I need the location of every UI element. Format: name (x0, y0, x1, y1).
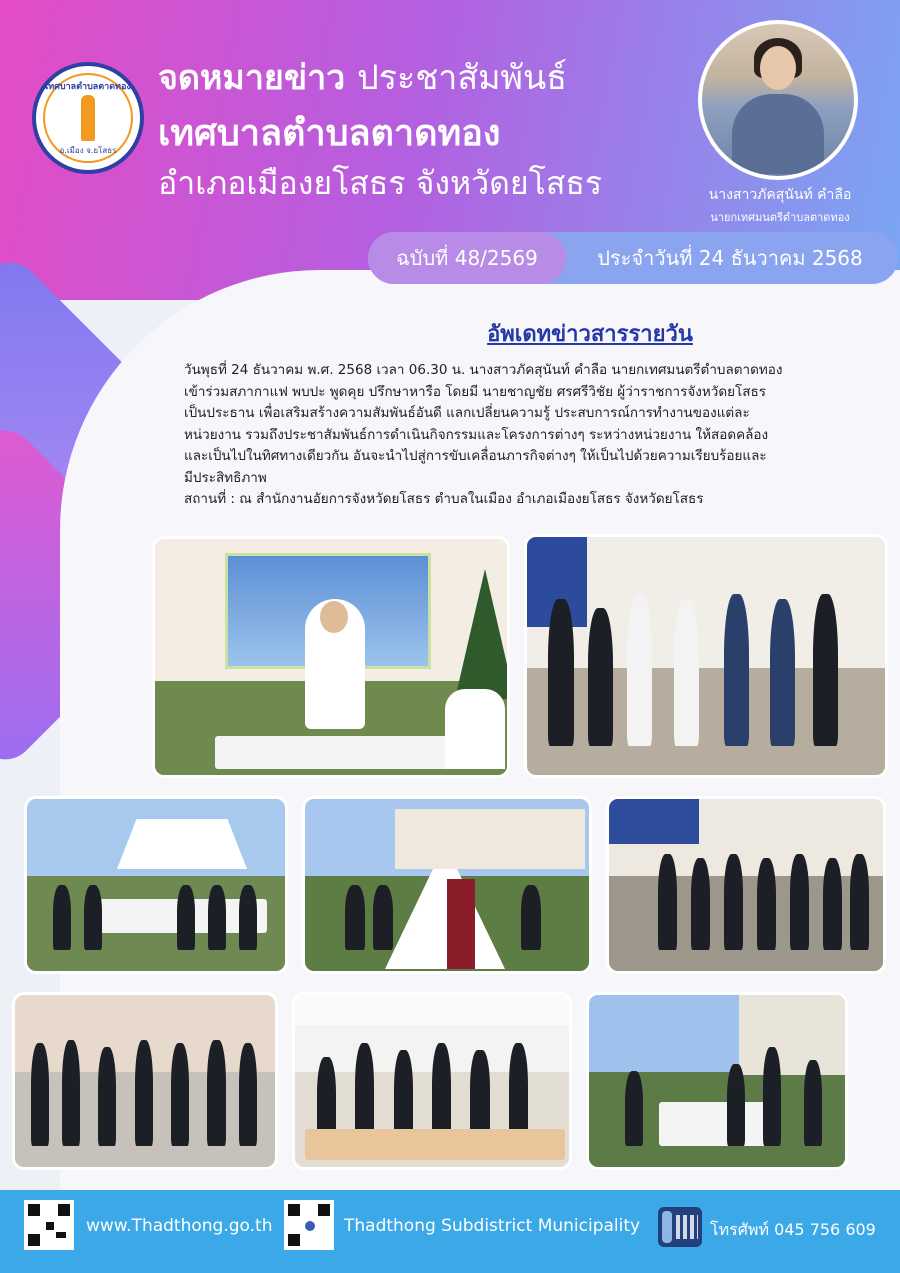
mayor-title: นายกเทศมนตรีตำบลตาดทอง (710, 211, 850, 224)
event-photo (586, 992, 848, 1170)
article-line: เข้าร่วมสภากาแฟ พบปะ พูดคุย ปรึกษาหารือ โดยมี นายชาญชัย ศรศรีวิชัย ผู้ว่าราชการจังหวัดยโสธร (184, 383, 767, 400)
facebook-page-link[interactable]: Thadthong Subdistrict Municipality (344, 1216, 641, 1236)
article-body (184, 360, 874, 511)
article-line: มีประสิทธิภาพ (184, 469, 267, 486)
mayor-name: นางสาวภัคสุนันท์ คำลือ (708, 187, 852, 203)
newsletter-title-light: ประชาสัมพันธ์ (357, 58, 567, 98)
article-line: เป็นประธาน เพื่อเสริมสร้างความสัมพันธ์อันดี แลกเปลี่ยนความรู้ ประสบการณ์การทำงานของแต่ละ (184, 405, 750, 421)
portrait-head (760, 46, 796, 90)
article-line: และเป็นไปในทิศทางเดียวกัน อันจะนำไปสู่การขับเคลื่อนภารกิจต่างๆ ให้เป็นไปด้วยความเรียบร้อยและ (184, 448, 767, 464)
district-name: อำเภอเมืองยโสธร จังหวัดยโสธร (158, 164, 603, 202)
article-line: หน่วยงาน รวมถึงประชาสัมพันธ์การดำเนินกิจกรรมและโครงการต่างๆ ระหว่างหน่วยงาน ให้สอดคล้อง (184, 426, 769, 443)
issue-number: ฉบับที่ 48/2569 (368, 232, 566, 284)
issue-date: ประจำวันที่ 24 ธันวาคม 2568 (597, 246, 863, 270)
phone-number[interactable]: โทรศัพท์ 045 756 609 (710, 1220, 876, 1239)
article-location: สถานที่ : ณ สำนักงานอัยการจังหวัดยโสธร ตำบลในเมือง อำเภอเมืองยโสธร จังหวัดยโสธร (184, 491, 704, 507)
logo-bottom-text: อ.เมือง จ.ยโสธร (59, 146, 117, 155)
municipality-logo (32, 62, 144, 174)
mayor-photo (698, 20, 858, 180)
event-photo (152, 536, 510, 778)
organization-name: เทศบาลตำบลตาดทอง (158, 113, 501, 154)
portrait-body (732, 94, 824, 174)
event-photo (524, 534, 888, 778)
tower-emblem-icon (81, 95, 95, 141)
website-link[interactable]: www.Thadthong.go.th (86, 1216, 273, 1236)
article-headline: อัพเดทข่าวสารรายวัน (487, 322, 693, 347)
newsletter-title-bold: จดหมายข่าว (158, 58, 346, 98)
event-photo (302, 796, 592, 974)
event-photo (292, 992, 572, 1170)
mayor-portrait (702, 24, 854, 176)
facebook-qr-icon[interactable] (284, 1200, 334, 1250)
logo-emblem (43, 73, 133, 163)
newsletter-title (158, 50, 567, 104)
qr-code-icon[interactable] (24, 1200, 74, 1250)
telephone-icon (658, 1207, 702, 1247)
event-photo (24, 796, 288, 974)
event-photo (12, 992, 278, 1170)
article-line: วันพุธที่ 24 ธันวาคม พ.ศ. 2568 เวลา 06.30 น. นางสาวภัคสุนันท์ คำลือ นายกเทศมนตรีตำบลตาดทอง (184, 362, 783, 378)
logo-top-text: เทศบาลตำบลตาดทอง (45, 82, 131, 92)
event-photo (606, 796, 886, 974)
